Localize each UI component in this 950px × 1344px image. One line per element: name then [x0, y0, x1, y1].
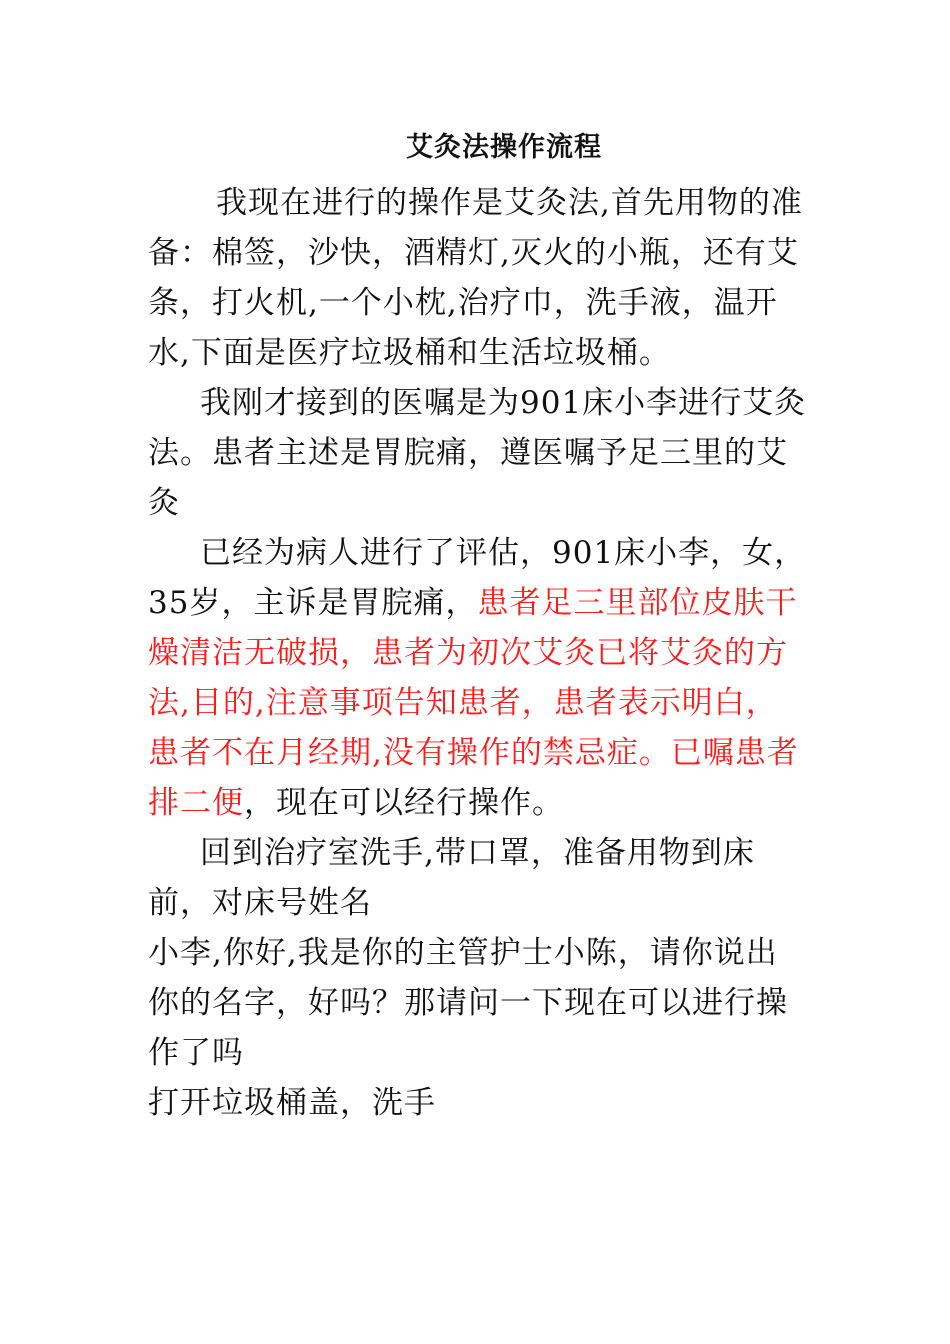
assessment-highlight: 患者足三里部位皮肤干燥清洁无破损，患者为初次艾灸已将艾灸的方法,目的,注意事项告知患者，患者表示明白，患者不在月经期,没有操作的禁忌症。已嘱患者排二便 — [148, 585, 799, 821]
paragraph-doctor-order: 我刚才接到的医嘱是为901床小李进行艾灸法。患者主述是胃脘痛，遵医嘱予足三里的艾灸 — [148, 385, 807, 521]
paragraph-assessment — [148, 528, 808, 828]
assessment-end: ，现在可以经行操作。 — [244, 785, 564, 821]
document-title: 艾灸法操作流程 — [406, 132, 602, 163]
paragraph-supplies: 我现在进行的操作是艾灸法,首先用物的准备：棉签，沙快，酒精灯,灭火的小瓶，还有艾条，打火机,一个小枕,治疗巾，洗手液，温开水,下面是医疗垃圾桶和生活垃圾桶。 — [148, 185, 803, 371]
paragraph-preparation: 回到治疗室洗手,带口罩，准备用物到床前，对床号姓名 — [148, 835, 755, 921]
document-body — [148, 178, 808, 1128]
assessment-intro: 已经为病人进行了评估，901床小李，女，35岁，主诉是胃脘痛， — [148, 535, 807, 621]
paragraph-open-bin: 打开垃圾桶盖，洗手 — [148, 1085, 436, 1121]
paragraph-greeting: 小李,你好,我是你的主管护士小陈，请你说出你的名字，好吗？那请问一下现在可以进行操作了吗 — [148, 935, 788, 1071]
